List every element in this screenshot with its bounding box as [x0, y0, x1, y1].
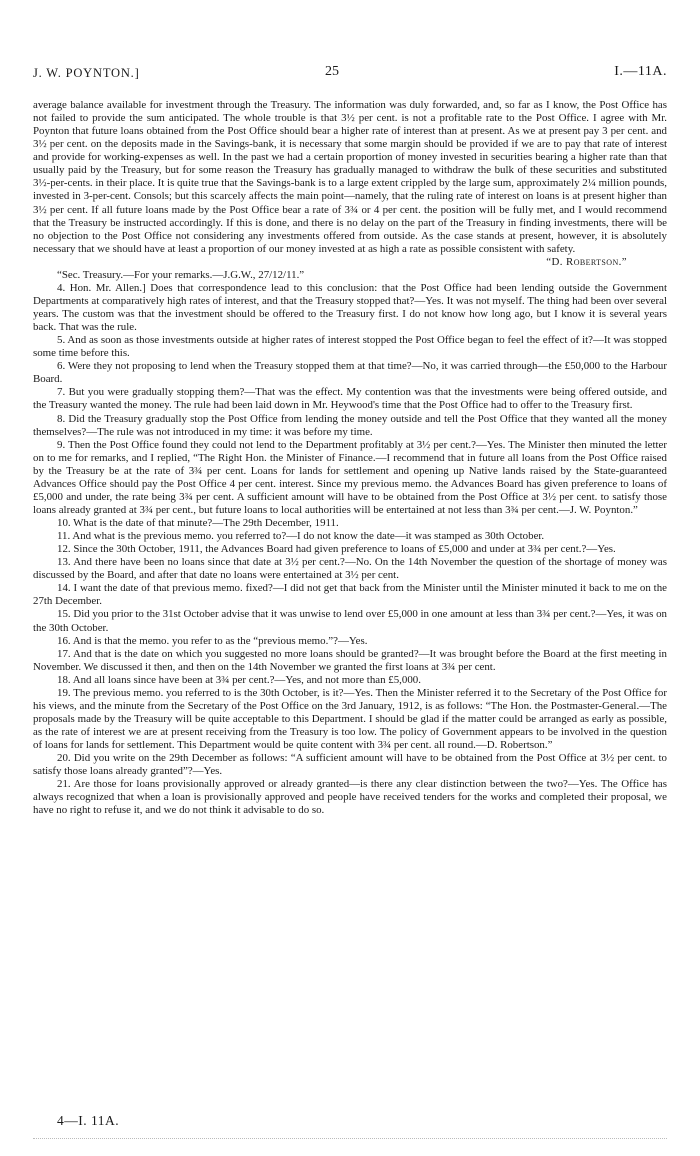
question-9: 9. Then the Post Office found they could not lend to the Department profitably at 3½ per cent.?—Yes. The Minister then minuted the letter on to me for remarks, and I replied, “The Right Hon. the Minister of Finance.—I recommend that in future all loans from the Post Office raised by the Treasury be at the rate of 3¾ per cent. Loans for lands for settlement and opening up Native lands raised by the State-guaranteed Advances Office should pay the Post Office 4 per cent. interest. Since my previous memo. the Advances Board has given preference to loans of £5,000 and under, the rate being 3¾ per cent. A sufficient amount will have to be obtained from the Post Office at 3½ per cent. to satisfy those loans already granted at 3¾ per cent., but future loans to local authorities will be entertained at not less than 3¾ per cent.—J. W. Poynton.” — [33, 438, 667, 516]
question-17: 17. And that is the date on which you suggested no more loans should be granted?—It was brought before the Board at the first meeting in November. We discussed it then, and then on the 14th November we granted the first loans at 3¾ per cent. — [33, 647, 667, 673]
question-21: 21. Are those for loans provisionally approved or already granted—is there any clear distinction between the two?—Yes. The Office has always recognized that when a loan is provisionally approved and people have received tenders for the works and completed their proposal, we have no right to refuse it, and we do not think it advisable to do so. — [33, 778, 667, 817]
running-head — [33, 66, 667, 84]
document-body — [33, 99, 667, 817]
question-20: 20. Did you write on the 29th December as follows: “A sufficient amount will have to be obtained from the Post Office at 3½ per cent. to satisfy those loans already granted”?—Yes. — [33, 752, 667, 778]
paragraph-text: average balance available for investment through the Treasury. The information was duly forwarded, and, so far as I know, the Post Office has not failed to provide the sum anticipated. The whole trouble is that 3½ per cent. is not a profitable rate to the Post Office. I agree with Mr. Poynton that future loans obtained from the Post Office should bear a higher rate of interest than at present. As we at present pay 3 per cent. and 3½ per cent. on the deposits made in the Savings-bank, it is necessary that some margin should be provided if we are to pay that rate of interest and provide for working-expenses as well. In the past we had a certain proportion of money invested in securities bearing a higher rate than that usually paid by the Treasury, but for some reason the Treasury has gradually managed to withdraw the bulk of these securities and substituted 3½-per-cents. in their place. It is quite true that the Savings-bank is to a large extent crippled by the large sum, approximately 2¼ million pounds, invested in 3-per-cent. Consols; but this scarcely affects the main point—namely, that the ruling rate of interest on loans is at present higher than 3½ per cent. If all future loans made by the Post Office bear a rate of 3¾ or 4 per cent. the position will be fully met, and I would recommend that the Treasury be instructed accordingly. If this is done, and there is no delay on the part of the Treasury in finding investments, there will be no objection to the Post Office not considering any investments offered from outside. As the case stands at present, however, it is absolutely necessary that we should have at least a proportion of our money invested at as high a rate as possible consistent with safety. — [33, 99, 667, 255]
document-reference: I.—11A. — [614, 64, 667, 79]
memo-note: “Sec. Treasury.—For your remarks.—J.G.W., 27/12/11.” — [57, 268, 305, 281]
question-16: 16. And is that the memo. you refer to as the “previous memo.”?—Yes. — [57, 634, 368, 647]
paragraph-continued — [33, 99, 667, 269]
question-15: 15. Did you prior to the 31st October advise that it was unwise to lend over £5,000 in one amount at less than 3¾ per cent.?—Yes, it was on the 30th October. — [33, 608, 667, 634]
header-author: J. W. POYNTON.] — [33, 66, 140, 80]
question-18: 18. And all loans since have been at 3¾ per cent.?—Yes, and not more than £5,000. — [57, 673, 421, 686]
signature-mark: 4—I. 11A. — [57, 1113, 120, 1128]
question-8: 8. Did the Treasury gradually stop the Post Office from lending the money outside and tell the Post Office that they wanted all the money themselves?—The rule was not introduced in my time: it was before my time. — [33, 412, 667, 438]
question-6: 6. Were they not proposing to lend when the Treasury stopped them at that time?—No, it was carried through—the £50,000 to the Harbour Board. — [33, 360, 667, 386]
question-14: 14. I want the date of that previous memo. fixed?—I did not get that back from the Minister until the Minister minuted it back to me on the 27th December. — [33, 582, 667, 608]
paragraph-signature: “D. Robertson.” — [546, 255, 627, 268]
question-10: 10. What is the date of that minute?—The 29th December, 1911. — [57, 517, 339, 529]
question-4: 4. Hon. Mr. Allen.] Does that correspondence lead to this conclusion: that the Post Office had been lending outside the Government Departments at comparatively high rates of interest, and that the Treasury stopped that?—Yes. It was not myself. The thing had been over several years. The custom was that the investment should be offered to the Treasury first. I do not know how long ago, but I know it is several years back. That was the rule. — [33, 281, 667, 334]
question-12: 12. Since the 30th October, 1911, the Advances Board had given preference to loans of £5,000 and under at 3¾ per cent.?—Yes. — [57, 543, 616, 556]
question-5: 5. And as soon as those investments outside at higher rates of interest stopped the Post Office began to feel the effect of it?—It was stopped some time before this. — [33, 334, 667, 360]
question-7: 7. But you were gradually stopping them?—That was the effect. My contention was that the investments were being offered outside, and the Treasury wanted the money. The rule had been laid down in Mr. Heywood's time that the Post Office had to offer to the Treasury first. — [33, 386, 667, 412]
page-number: 25 — [325, 64, 339, 79]
question-19: 19. The previous memo. you referred to is the 30th October, is it?—Yes. Then the Minister referred it to the Secretary of the Post Office for his views, and the minute from the Secretary of the Post Office on the 3rd January, 1912, is as follows: “The Hon. the Postmaster-General.—The proposals made by the Treasury will be quite acceptable to this Department. I should be glad if the matter could be arranged as early as possible, as the rate of interest we are at present receiving from the Treasury is too low. The policy of Government appears to be involved in the question of loans for lands for settlement. This Department would be quite content with 3¾ per cent. all round.—D. Robertson.” — [33, 686, 667, 752]
question-13: 13. And there have been no loans since that date at 3½ per cent.?—No. On the 14th November the question of the shortage of money was discussed by the Board, and after that date no loans were entertained at 3½ per cent. — [33, 556, 667, 582]
footer-divider — [33, 1138, 667, 1140]
question-11: 11. And what is the previous memo. you referred to?—I do not know the date—it was stamped as 30th October. — [57, 530, 545, 543]
